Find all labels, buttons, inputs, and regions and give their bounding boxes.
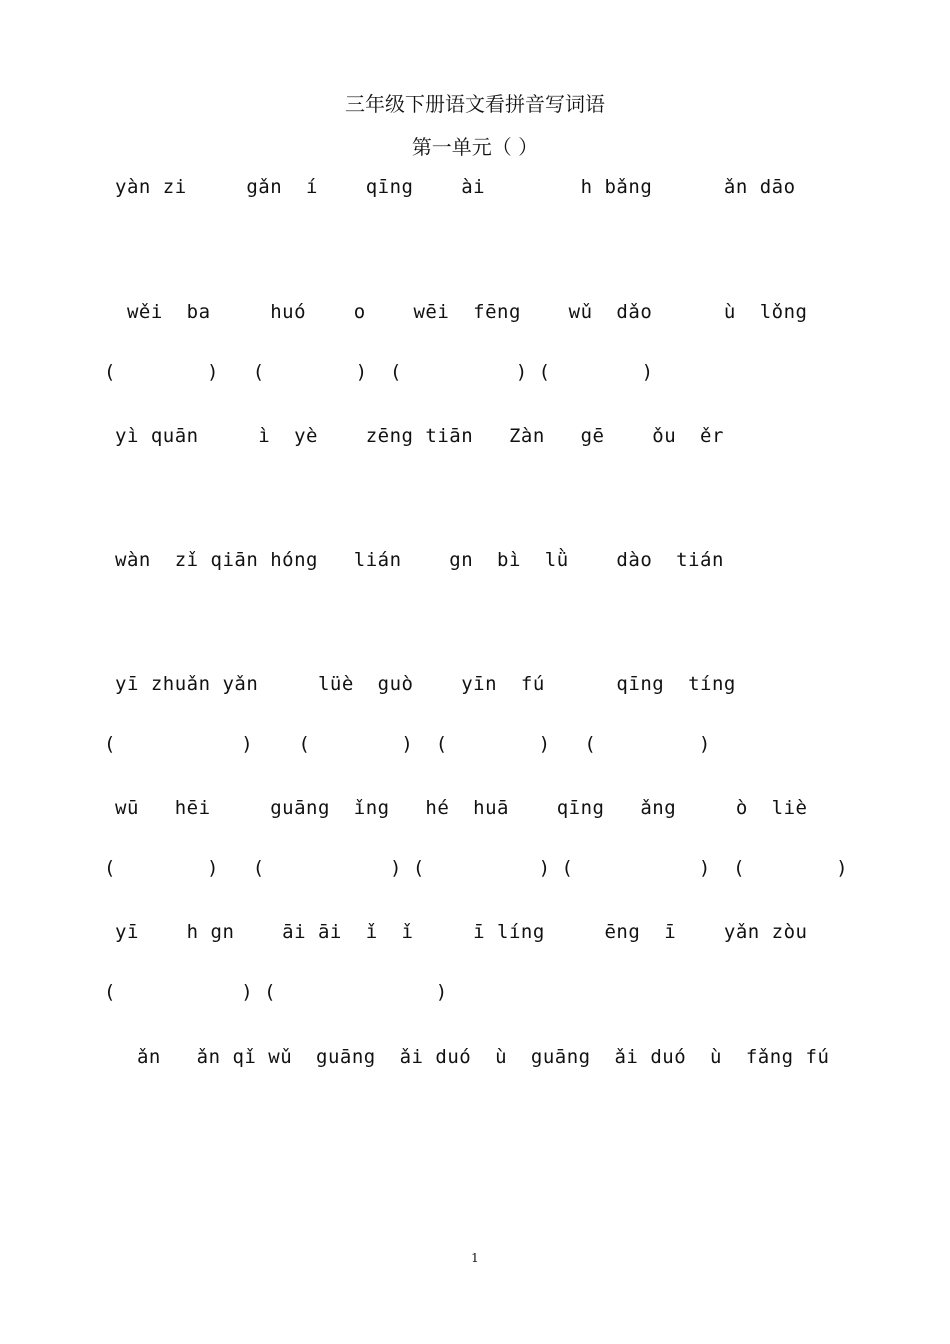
pinyin-row-7: yī h gn āi āi ǐ ǐ ī líng ēng ī yǎn zòu (115, 921, 808, 943)
pinyin-row-5: yī zhuǎn yǎn lüè guò yīn fú qīng tíng (115, 673, 736, 695)
answer-blank-row-1: ( ) ( ) ( ) ( ) (104, 361, 654, 383)
answer-blank-row-3: ( ) ( ) ( ) ( ) ( ) (104, 857, 848, 879)
answer-blank-row-2: ( ) ( ) ( ) ( ) (104, 733, 711, 755)
unit-title: 第一单元（ ） (411, 135, 539, 159)
page-number: 1 (471, 1251, 479, 1265)
pinyin-row-8: ǎn ǎn qǐ wǔ guāng ǎi duó ù guāng ǎi duó ù fǎng fú (125, 1046, 830, 1068)
pinyin-row-6: wū hēi guāng ǐng hé huā qīng ǎng ò liè (115, 797, 808, 819)
pinyin-row-4: wàn zǐ qiān hóng lián gn bì lǜ dào tián (115, 549, 724, 571)
pinyin-row-2: wěi ba huó o wēi fēng wǔ dǎo ù lǒng (115, 301, 808, 323)
pinyin-row-3: yì quān ì yè zēng tiān Zàn gē ǒu ěr (115, 425, 724, 447)
document-title: 三年级下册语文看拼音写词语 (345, 92, 605, 116)
pinyin-row-1: yàn zi gǎn í qīng ài h bǎng ǎn dāo (115, 176, 796, 198)
answer-blank-row-4: ( ) ( ) (104, 981, 448, 1003)
